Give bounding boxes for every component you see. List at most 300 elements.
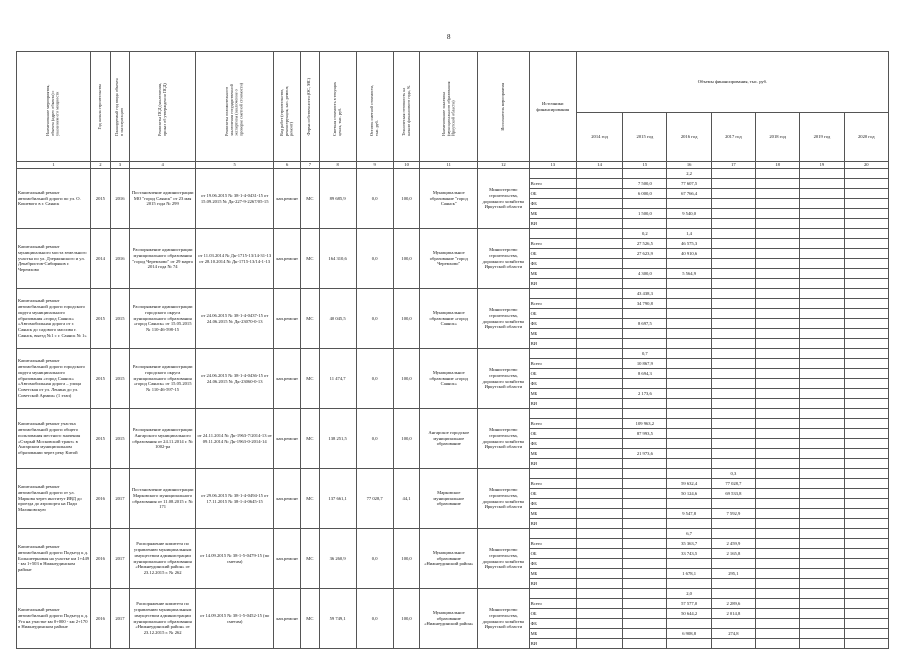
funding-source: МБ [529, 569, 576, 579]
funding-amount [711, 289, 755, 299]
funding-amount [711, 529, 755, 539]
funding-amount [711, 179, 755, 189]
header-cell: Сметная стоимость в текущих ценах, тыс. руб. [319, 52, 356, 162]
funding-amount [800, 459, 844, 469]
estimate-cost: 138 251,5 [319, 409, 356, 469]
table-row [17, 529, 889, 539]
remaining-cost: 0,0 [356, 229, 393, 289]
funding-amount [756, 469, 800, 479]
column-number: 12 [478, 162, 529, 169]
funding-amount [576, 399, 622, 409]
funding-source: ФБ [529, 559, 576, 569]
funding-amount [711, 519, 755, 529]
funding-amount: 10 867,9 [623, 359, 667, 369]
funding-source: Всего [529, 419, 576, 429]
funding-amount [756, 439, 800, 449]
funding-amount: 6,7 [667, 529, 711, 539]
funding-amount [800, 199, 844, 209]
funding-amount [667, 399, 711, 409]
start-year: 2015 [91, 289, 111, 349]
funding-amount [711, 399, 755, 409]
funding-amount [576, 269, 622, 279]
funding-amount: 6 000,0 [623, 189, 667, 199]
funding-amount [756, 259, 800, 269]
funding-source: ФБ [529, 439, 576, 449]
readiness: 44,1 [393, 469, 420, 529]
start-year: 2014 [91, 229, 111, 289]
funding-amount [667, 449, 711, 459]
funding-amount [667, 389, 711, 399]
funding-amount [623, 489, 667, 499]
funding-amount [711, 459, 755, 469]
funding-amount [623, 169, 667, 179]
funding-amount: 2,2 [667, 169, 711, 179]
end-year: 2016 [110, 229, 130, 289]
funding-amount [756, 619, 800, 629]
readiness: 100,0 [393, 409, 420, 469]
funding-amount [756, 539, 800, 549]
column-number: 13 [529, 162, 576, 169]
customer: Муниципальное образование «город Саянск» [420, 289, 478, 349]
funding-amount [800, 469, 844, 479]
funding-amount [844, 599, 888, 609]
funding-amount [800, 359, 844, 369]
remaining-cost: 0,0 [356, 169, 393, 229]
funding-amount [667, 409, 711, 419]
work-type: кап.ремонт [274, 529, 301, 589]
funding-amount [667, 459, 711, 469]
project-name: Капитальный ремонт автомобильной дороги от ул. Маркова через институт ИВД до проезда до аэропорта на Пади Малиновскую [17, 469, 91, 529]
funding-amount [667, 619, 711, 629]
column-number: 15 [623, 162, 667, 169]
funding-amount [667, 639, 711, 649]
funding-amount: 1,4 [667, 229, 711, 239]
header-cell: Планируемый год ввода объекта в эксплуатацию [110, 52, 130, 162]
funding-amount [844, 189, 888, 199]
funding-source: Всего [529, 599, 576, 609]
funding-amount [711, 219, 755, 229]
ownership: МС [301, 589, 320, 649]
funding-source: ВИ [529, 399, 576, 409]
funding-amount [844, 229, 888, 239]
funding-amount [756, 639, 800, 649]
funding-amount: 9 540,0 [667, 209, 711, 219]
funding-amount [844, 289, 888, 299]
funding-amount [800, 179, 844, 189]
funding-source: ФБ [529, 379, 576, 389]
customer: Марковское муниципальное образование [420, 469, 478, 529]
funding-amount [756, 179, 800, 189]
funding-amount [800, 569, 844, 579]
funding-source: ОБ [529, 249, 576, 259]
year-header: 2016 год [667, 113, 711, 162]
funding-source: ОБ [529, 189, 576, 199]
funding-amount [576, 249, 622, 259]
column-number: 11 [420, 162, 478, 169]
funding-source: ФБ [529, 199, 576, 209]
expertise-details: от 29.06.2015 № 38-1-4-0494-15 от 17.11.2015 № 38-1-4-0645-15 [196, 469, 274, 529]
funding-amount [576, 199, 622, 209]
funding-amount: 2 459,9 [711, 539, 755, 549]
funding-amount [711, 439, 755, 449]
funding-amount [623, 439, 667, 449]
funding-source: ВИ [529, 639, 576, 649]
start-year: 2015 [91, 409, 111, 469]
funding-amount [800, 489, 844, 499]
funding-source: МБ [529, 329, 576, 339]
funding-amount [756, 559, 800, 569]
funding-amount [800, 279, 844, 289]
funding-amount [711, 169, 755, 179]
funding-amount [756, 429, 800, 439]
customer: Муниципальное образование «Нижнеудинский район» [420, 529, 478, 589]
funding-amount [844, 279, 888, 289]
funding-amount [756, 379, 800, 389]
funding-source: МБ [529, 209, 576, 219]
funding-amount [844, 389, 888, 399]
funding-amount [711, 279, 755, 289]
funding-source: ФБ [529, 619, 576, 629]
funding-amount [800, 299, 844, 309]
funding-amount [576, 599, 622, 609]
funding-amount [844, 539, 888, 549]
funding-amount [667, 309, 711, 319]
funding-amount [844, 349, 888, 359]
funding-amount [623, 499, 667, 509]
funding-amount [711, 389, 755, 399]
funding-amount [576, 299, 622, 309]
funding-amount [756, 399, 800, 409]
table-row [17, 229, 889, 239]
funding-amount: 27 526,5 [623, 239, 667, 249]
funding-amount [576, 339, 622, 349]
funding-amount [711, 259, 755, 269]
funding-source: ОБ [529, 549, 576, 559]
funding-amount [800, 249, 844, 259]
funding-amount [756, 269, 800, 279]
ownership: МС [301, 229, 320, 289]
year-header: 2014 год [576, 113, 622, 162]
funding-amount [667, 349, 711, 359]
funding-amount [844, 569, 888, 579]
funding-amount: 46 575,3 [667, 239, 711, 249]
funding-source: ВИ [529, 519, 576, 529]
funding-amount [576, 499, 622, 509]
column-number: 2 [91, 162, 111, 169]
funding-amount: 87 993,5 [623, 429, 667, 439]
psd-details: Распоряжение администрации Ангарского муниципального образования от 24.11.2014 г. № 1002-ра [130, 409, 196, 469]
funding-amount [800, 309, 844, 319]
funding-source: Всего [529, 359, 576, 369]
funding-amount [756, 459, 800, 469]
header-cell: Вид работ (строительство, реконструкция, кап. ремонт, ремонт) [274, 52, 301, 162]
funding-source: ОБ [529, 429, 576, 439]
funding-amount [800, 609, 844, 619]
header-cell: Источники финансирования [529, 52, 576, 162]
funding-amount [844, 629, 888, 639]
funding-amount [576, 409, 622, 419]
funding-amount [844, 489, 888, 499]
funding-amount [576, 519, 622, 529]
funding-amount [756, 309, 800, 319]
funding-amount [844, 419, 888, 429]
funding-amount [711, 339, 755, 349]
funding-amount [844, 239, 888, 249]
funding-source [529, 529, 576, 539]
funding-amount [576, 489, 622, 499]
ownership: МС [301, 409, 320, 469]
start-year: 2015 [91, 349, 111, 409]
funding-amount [667, 319, 711, 329]
end-year: 2017 [110, 469, 130, 529]
project-name: Капитальный ремонт муниципального моста земельного участка по ул. Дзержинского и ул. Декабристов-Сибиряков г. Черемхово [17, 229, 91, 289]
funding-amount [623, 459, 667, 469]
estimate-cost: 11 474,7 [319, 349, 356, 409]
customer: Муниципальное образование «город Саянск» [420, 349, 478, 409]
funding-amount [576, 389, 622, 399]
funding-amount [576, 539, 622, 549]
funding-amount [800, 289, 844, 299]
funding-amount [844, 369, 888, 379]
funding-amount [844, 219, 888, 229]
funding-amount [711, 319, 755, 329]
funding-amount [800, 239, 844, 249]
funding-amount: 0,2 [623, 229, 667, 239]
column-number: 18 [756, 162, 800, 169]
funding-amount [800, 209, 844, 219]
remaining-cost: 77 028,7 [356, 469, 393, 529]
funding-amount [667, 339, 711, 349]
funding-amount [711, 209, 755, 219]
funding-amount [844, 399, 888, 409]
funding-amount [844, 529, 888, 539]
project-name: Капитальный ремонт автомобильной дороги Подъезд к д. Большеерновая на участке км 1+449 - км 1+503 в Нижнеудинском районе [17, 529, 91, 589]
year-header: 2018 год [756, 113, 800, 162]
column-number: 14 [576, 162, 622, 169]
funding-amount [711, 449, 755, 459]
funding-amount: 2 165,8 [711, 549, 755, 559]
header-cell: Форма собственности (ОС, МС) [301, 52, 320, 162]
executor: Министерство строительства, дорожного хозяйства Иркутской области [478, 289, 529, 349]
project-name: Капитальный ремонт автомобильной дороги Подъезд к д. Уга на участке км 0+000 - км 2+170 в Нижнеудинском районе [17, 589, 91, 649]
funding-amount [667, 519, 711, 529]
psd-details: Распоряжение администрации муниципального образования "город Черемхово" от 29 марта 2014 года № 74 [130, 229, 196, 289]
funding-amount [844, 589, 888, 599]
funding-amount [711, 269, 755, 279]
psd-details: Распоряжение администрации городского округа муниципального образования «город Саянск» от 15.05.2015 № 110-46-598-15 [130, 289, 196, 349]
estimate-cost: 164 310,6 [319, 229, 356, 289]
funding-amount [756, 279, 800, 289]
funding-amount [667, 379, 711, 389]
funding-amount [800, 539, 844, 549]
readiness: 100,0 [393, 589, 420, 649]
funding-amount [623, 199, 667, 209]
funding-amount [623, 569, 667, 579]
funding-amount [623, 509, 667, 519]
work-type: кап.ремонт [274, 289, 301, 349]
funding-source: ОБ [529, 369, 576, 379]
customer: Муниципальное образование "город Черемхово" [420, 229, 478, 289]
funding-amount [844, 259, 888, 269]
column-number: 20 [844, 162, 888, 169]
funding-amount [667, 259, 711, 269]
funding-amount [667, 419, 711, 429]
funding-amount [623, 339, 667, 349]
funding-amount: 8 694,3 [623, 369, 667, 379]
funding-amount: 2 173,6 [623, 389, 667, 399]
funding-source [529, 469, 576, 479]
funding-source: ФБ [529, 499, 576, 509]
funding-source: МБ [529, 509, 576, 519]
funding-amount [667, 299, 711, 309]
funding-amount [623, 469, 667, 479]
funding-amount [667, 559, 711, 569]
funding-amount [800, 409, 844, 419]
funding-amount [844, 319, 888, 329]
expertise-details: от 24.11.2014 № Дк-1963-7/2014-13 от 09.11.2014 № Дк-1963-0-2014-14 [196, 409, 274, 469]
funding-amount [711, 619, 755, 629]
funding-amount [623, 329, 667, 339]
funding-amount [576, 349, 622, 359]
funding-amount: 5 564,9 [667, 269, 711, 279]
funding-amount [711, 309, 755, 319]
funding-source: Всего [529, 239, 576, 249]
funding-source: МБ [529, 269, 576, 279]
funding-amount [623, 379, 667, 389]
estimate-cost: 40 045,5 [319, 289, 356, 349]
end-year: 2015 [110, 409, 130, 469]
funding-amount [844, 269, 888, 279]
funding-amount [756, 569, 800, 579]
funding-amount: 7 592,9 [711, 509, 755, 519]
funding-amount [623, 609, 667, 619]
funding-source: ВИ [529, 579, 576, 589]
funding-source [529, 409, 576, 419]
funding-source: МБ [529, 449, 576, 459]
funding-amount [576, 279, 622, 289]
funding-amount [756, 369, 800, 379]
table-row [17, 589, 889, 599]
funding-amount [576, 619, 622, 629]
funding-amount: 4 300,0 [623, 269, 667, 279]
funding-amount [576, 449, 622, 459]
funding-amount [667, 579, 711, 589]
ownership: МС [301, 529, 320, 589]
funding-source: ОБ [529, 489, 576, 499]
funding-amount [756, 489, 800, 499]
column-number: 19 [800, 162, 844, 169]
funding-amount [844, 339, 888, 349]
funding-amount: 43 438,3 [623, 289, 667, 299]
psd-details: Постановление администрации МО "город Саянск" от 23 мая 2015 года № 299 [130, 169, 196, 229]
funding-amount [667, 359, 711, 369]
funding-amount [576, 549, 622, 559]
header-cell: Реквизиты ПСД (заключения, приказ об утверждении ПСД) [130, 52, 196, 162]
table-row [17, 289, 889, 299]
funding-amount [711, 639, 755, 649]
funding-amount [844, 329, 888, 339]
psd-details: Распоряжение комитета по управлению муниципальным имуществом администрации муниципального образования «Нижнеудинский район» от 23.12.2015 г. № 262 [130, 589, 196, 649]
funding-amount [576, 179, 622, 189]
customer: Муниципальное образование "город Саянск" [420, 169, 478, 229]
funding-amount [711, 589, 755, 599]
funding-amount [756, 169, 800, 179]
funding-amount [756, 229, 800, 239]
year-header: 2017 год [711, 113, 755, 162]
column-number-row [17, 162, 889, 169]
funding-amount [844, 579, 888, 589]
funding-amount [711, 579, 755, 589]
funding-amount [576, 229, 622, 239]
funding-amount [844, 439, 888, 449]
funding-amount [623, 629, 667, 639]
funding-amount [800, 499, 844, 509]
table-row [17, 169, 889, 179]
readiness: 100,0 [393, 349, 420, 409]
work-type: кап.ремонт [274, 589, 301, 649]
funding-amount [756, 389, 800, 399]
funding-amount [800, 619, 844, 629]
funding-amount [576, 639, 622, 649]
funding-amount [576, 439, 622, 449]
header-cell: Исполнитель мероприятия [478, 52, 529, 162]
funding-amount [756, 239, 800, 249]
header-cell: Техническая готовность на начало финансового года, % [393, 52, 420, 162]
funding-amount [623, 579, 667, 589]
funding-amount [576, 469, 622, 479]
estimate-cost: 36 260,9 [319, 529, 356, 589]
funding-source: МБ [529, 389, 576, 399]
expertise-details: от 19.06.2015 № 38-1-4-0431-15 от 15.09.2015 № Дк-227-9-2267/05-15 [196, 169, 274, 229]
funding-amount [800, 479, 844, 489]
funding-amount [800, 579, 844, 589]
funding-amount [844, 169, 888, 179]
funding-amount [623, 219, 667, 229]
funding-amount [667, 279, 711, 289]
funding-amount [756, 329, 800, 339]
funding-amount [844, 499, 888, 509]
funding-amount [756, 479, 800, 489]
column-number: 6 [274, 162, 301, 169]
funding-amount [711, 329, 755, 339]
header-cell: Наименование мероприятия, объекта (адрес объекта) с указанием его мощности [17, 52, 91, 162]
readiness: 100,0 [393, 229, 420, 289]
column-number: 16 [667, 162, 711, 169]
executor: Министерство строительства, дорожного хозяйства Иркутской области [478, 229, 529, 289]
table-row [17, 409, 889, 419]
funding-source [529, 589, 576, 599]
funding-source: ВИ [529, 219, 576, 229]
funding-amount [844, 639, 888, 649]
funding-amount [756, 249, 800, 259]
funding-amount [711, 419, 755, 429]
funding-amount [576, 419, 622, 429]
funding-amount [623, 529, 667, 539]
funding-amount [576, 459, 622, 469]
funding-amount [756, 209, 800, 219]
funding-amount [576, 559, 622, 569]
funding-amount [844, 209, 888, 219]
funding-amount [623, 309, 667, 319]
funding-amount [844, 449, 888, 459]
funding-amount [800, 269, 844, 279]
funding-amount [844, 249, 888, 259]
funding-amount: 34 790,8 [623, 299, 667, 309]
work-type: кап.ремонт [274, 469, 301, 529]
funding-source: ОБ [529, 609, 576, 619]
funding-amount [756, 419, 800, 429]
funding-amount [667, 439, 711, 449]
